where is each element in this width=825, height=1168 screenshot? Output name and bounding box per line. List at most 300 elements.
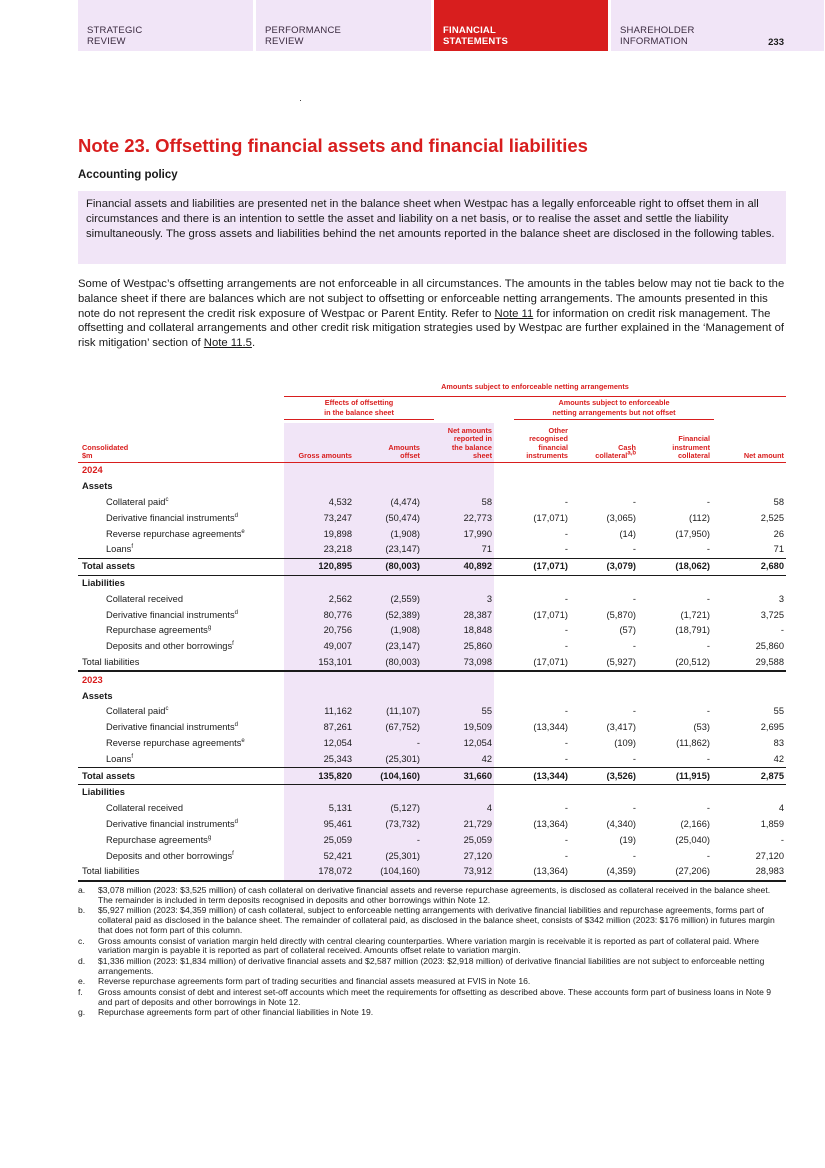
nav-tab-strategic-review[interactable] [78,0,253,51]
row-label-text: Total assets [82,561,136,572]
table-cell [570,463,638,479]
table-cell: 12,054 [284,736,354,752]
page-number: 233 [768,37,784,48]
table-cell: (2,559) [354,591,422,607]
col-header-instrument-collateral: Financial instrument collateral [638,423,712,463]
table-cell: - [632,641,636,652]
footnote-text: Gross amounts consist of debt and interest set-off accounts which meet the requirements for offsetting as described above. These accounts form part of business loans in Note 9 and part of deposits and other borrowings in Note 12. [98,987,772,1007]
table-cell: (13,364) [533,818,568,829]
table-cell: (80,003) [354,558,422,575]
table-cell [570,575,638,591]
accounting-policy-box [78,191,786,264]
col-header-net-amount: Net amount [712,423,786,463]
table-cell: (18,791) [675,625,710,636]
table-cell: 1,859 [760,818,784,829]
table-cell: 28,387 [422,607,494,623]
nav-tab-line: INFORMATION [620,36,688,47]
table-cell: 58 [773,496,784,507]
footnote-text: $3,078 million (2023: $3,525 million) of cash collateral on derivative financial assets and reverse repurchase agreements, is disclosed as collateral received in the balance sheet. The remainder is included in term deposits recognised in deposits and other borrowings within Note 12. [98,885,771,905]
table-cell [712,575,786,591]
footnote [78,886,786,905]
table-row [78,720,786,736]
year-row [78,463,786,479]
table-cell: (1,908) [354,526,422,542]
table-cell: 49,007 [284,639,354,655]
row-label-text: Collateral paid [106,496,166,507]
table-cell: - [564,625,568,636]
footnote-ref: f [232,641,234,648]
table-cell [638,463,712,479]
row-label [78,864,284,881]
footnote-letter: b. [78,905,86,916]
table-cell: (11,107) [354,704,422,720]
table-cell: - [780,625,784,636]
table-row [78,639,786,655]
table-cell [638,784,712,800]
row-label [78,784,284,800]
footnote-letter: a. [78,885,86,895]
table-cell: - [706,544,710,555]
row-label-text: Assets [82,481,113,492]
table-cell: - [706,496,710,507]
footnote [78,957,786,976]
table-cell: - [632,496,636,507]
table-cell: 3 [422,591,494,607]
row-label [78,463,284,479]
footnote-letter: g. [78,1007,86,1018]
footnote-ref: c [165,706,169,713]
row-label [78,575,284,591]
table-cell [284,463,354,479]
row-label-text: Liabilities [82,577,125,588]
row-label-text: Loans [106,753,132,764]
header-band-offsetting: Effects of offsetting in the balance sheet [284,398,434,420]
table-cell: (109) [614,737,636,748]
table-cell [422,463,494,479]
table-cell: (4,359) [570,864,638,881]
row-label [78,801,284,817]
table-cell: 2,875 [712,768,786,785]
row-label [78,832,284,848]
table-cell: (5,927) [570,655,638,672]
table-cell: - [354,736,422,752]
table-cell: 87,261 [284,720,354,736]
col-header-offset: Amounts offset [354,423,422,463]
table-cell: 73,912 [422,864,494,881]
footnote-ref: d [234,818,239,825]
table-cell: (67,752) [354,720,422,736]
table-cell: (23,147) [354,639,422,655]
table-cell: - [632,593,636,604]
row-label [78,817,284,833]
table-cell: 29,588 [712,655,786,672]
table-cell: (3,526) [570,768,638,785]
table-cell: 19,509 [422,720,494,736]
footnote-ref: f [131,753,134,760]
total-row [78,768,786,785]
table-cell: (3,065) [606,512,636,523]
table-cell: (11,862) [676,737,710,748]
table-cell [422,479,494,495]
footnote-ref: e [241,528,245,535]
table-cell [422,575,494,591]
table-cell: - [564,834,568,845]
footnote-ref: g [207,834,212,841]
footnote-ref: f [232,850,234,857]
footnote-text: Gross amounts consist of variation margin held directly with central clearing counterparties. Where variation margin is receivable it is reported as part of collateral paid. Where variation margin is payable it is reported as part of collateral received. Amounts offset relate to variation margin. [98,935,760,956]
table-cell: (17,950) [675,528,710,539]
table-cell: 40,892 [422,558,494,575]
table-cell: 55 [773,706,784,717]
row-label [78,768,284,785]
table-cell: (11,915) [638,768,712,785]
table-cell: - [632,544,636,555]
section-row [78,688,786,704]
section-row [78,479,786,495]
table-cell: (13,364) [494,864,570,881]
table-cell: (53) [693,722,710,733]
row-label [78,720,284,736]
table-row [78,495,786,511]
row-label [78,558,284,575]
row-label-text: Collateral received [106,803,183,814]
table-cell [284,671,354,688]
col-header-other-instruments: Other recognised financial instruments [494,423,570,463]
table-cell: 23,218 [284,542,354,558]
table-cell: 20,756 [284,623,354,639]
table-cell: (3,079) [570,558,638,575]
footnote [78,937,786,956]
table-cell: - [564,528,568,539]
total-row [78,558,786,575]
row-label [78,479,284,495]
nav-tab-financial-statements[interactable] [434,0,608,51]
table-cell: 25,860 [755,641,784,652]
table-cell: (80,003) [354,655,422,672]
table-cell: (19) [619,834,636,845]
table-cell: (17,071) [533,609,568,620]
year-row [78,671,786,688]
row-label-text: Reverse repurchase agreements [106,528,242,539]
row-label [78,542,284,558]
table-cell: - [706,803,710,814]
table-cell: (73,732) [354,817,422,833]
table-cell: 5,131 [284,801,354,817]
policy-text: Financial assets and liabilities are presented net in the balance sheet when Westpac has a legally enforceable right to offset them in all circumstances and there is an intention to settle the asset and liability on a net basis, or to realise the asset and settle the liability simultaneously. The gross assets and liabilities behind the net amounts reported in the balance sheet are disclosed in the following tables. [86,198,775,240]
table-cell [570,688,638,704]
table-cell: 11,162 [284,704,354,720]
table-cell: (57) [619,625,636,636]
table-cell [570,479,638,495]
row-label [78,848,284,864]
table-cell: - [632,850,636,861]
table-cell: (2,166) [680,818,710,829]
table-cell: - [706,593,710,604]
footnote-text: Reverse repurchase agreements form part of trading securities and financial assets measured at FVIS in Note 16. [98,976,531,987]
note-11-5-link[interactable]: Note 11.5 [203,337,252,350]
row-label-text: Collateral paid [106,706,166,717]
table-cell [494,688,570,704]
table-cell: (17,071) [494,558,570,575]
row-label [78,623,284,639]
header-band-not-offset: Amounts subject to enforceable netting arrangements but not offset [514,398,714,420]
table-cell [422,671,494,688]
intro-text: for information on credit risk management. The offsetting and collateral arrangements and other credit risk mitigation strategies used by Westpac are further explained in the ‘Management of risk mitigation’ section of [78,307,785,350]
table-cell: 71 [773,544,784,555]
footnote-ref: d [234,609,239,616]
table-row [78,526,786,542]
table-cell: (112) [688,512,710,523]
table-cell [494,671,570,688]
table-cell: 12,054 [422,736,494,752]
table-row [78,623,786,639]
header-band-netting: Amounts subject to enforceable netting arrangements [284,381,786,397]
row-label [78,704,284,720]
col-header-cash-label: Cash collateral [595,442,636,461]
table-cell: 28,983 [712,864,786,881]
footnote-ref: c [165,496,169,503]
col-header-consolidated: Consolidated $m [78,423,284,463]
table-cell: 3,725 [760,609,784,620]
table-cell: (4,474) [354,495,422,511]
table-cell [570,671,638,688]
total-row [78,864,786,881]
table-cell: (14) [619,528,636,539]
table-cell: 4 [422,801,494,817]
col-header-cash-collateral [570,423,638,463]
intro-text: Some of Westpac’s offsetting arrangements are not enforceable in all circumstances. The amounts in the tables below may not tie back to the balance sheet if there are balances which are not subject to offsetting or enforceable netting arrangements. The amounts presented in this note do not represent the credit risk exposure of Westpac or Parent Entity. Refer to [78,278,785,320]
row-label-text: Liabilities [82,787,125,798]
table-cell: 2,525 [760,512,784,523]
table-cell [638,688,712,704]
table-cell: 4,532 [284,495,354,511]
table-cell: (20,512) [638,655,712,672]
table-cell [712,479,786,495]
table-cell: 25,343 [284,751,354,767]
table-cell: (23,147) [354,542,422,558]
table-cell: 25,059 [422,832,494,848]
nav-tab-line: SHAREHOLDER [620,25,695,36]
table-cell: (27,206) [638,864,712,881]
table-cell: 27,120 [755,850,784,861]
table-cell [354,784,422,800]
row-label-text: Total liabilities [82,656,140,667]
table-cell [712,784,786,800]
table-cell: - [706,706,710,717]
table-cell: (52,389) [354,607,422,623]
table-row [78,591,786,607]
intro-paragraph [78,277,786,351]
footnote-letter: f. [78,987,83,998]
nav-tab-line: PERFORMANCE [265,25,342,36]
footnote-text: Repurchase agreements form part of other financial liabilities in Note 19. [98,1007,374,1018]
table-cell [354,479,422,495]
table-cell: 73,247 [284,510,354,526]
table-cell: 73,098 [422,655,494,672]
row-label-text: Loans [106,544,132,555]
table-cell [422,784,494,800]
footnote-ref: e [241,737,245,744]
row-label [78,639,284,655]
row-label [78,751,284,767]
table-cell [422,688,494,704]
row-label-text: Repurchase agreements [106,834,208,845]
note-11-link[interactable]: Note 11 [494,307,534,320]
table-row [78,848,786,864]
intro-text: . [251,337,256,350]
nav-tab-line: REVIEW [87,36,126,47]
nav-tab-shareholder-information[interactable] [611,0,824,51]
table-cell: (50,474) [354,510,422,526]
table-cell: (104,160) [354,768,422,785]
table-row [78,751,786,767]
table-header-row [78,423,786,463]
table-cell: - [706,753,710,764]
table-cell [354,671,422,688]
table-cell: (17,071) [533,512,568,523]
table-cell: (5,870) [606,609,636,620]
row-label-text: Derivative financial instruments [106,512,235,523]
table-cell: 95,461 [284,817,354,833]
row-label [78,526,284,542]
nav-tab-performance-review[interactable] [256,0,431,51]
table-cell [354,575,422,591]
table-body [78,463,786,881]
row-label [78,607,284,623]
footnote [78,1008,786,1018]
table-row [78,704,786,720]
table-cell: - [632,803,636,814]
col-header-net-reported: Net amounts reported in the balance sheet [422,423,494,463]
table-cell: 83 [773,737,784,748]
row-label-text: Deposits and other borrowings [106,641,233,652]
table-cell: 19,898 [284,526,354,542]
table-cell: (25,301) [354,848,422,864]
row-label-text: Assets [82,690,113,701]
table-cell: - [564,641,568,652]
table-cell: (25,301) [354,751,422,767]
table-cell: (104,160) [354,864,422,881]
table-cell: 2,680 [712,558,786,575]
table-cell: - [564,706,568,717]
footnotes [78,886,786,1019]
row-label-text: Reverse repurchase agreements [106,737,242,748]
table-row [78,736,786,752]
section-row [78,784,786,800]
table-cell: 80,776 [284,607,354,623]
row-label-text: 2024 [82,465,103,476]
stray-dot [300,100,301,101]
footnote-ref: g [207,625,212,632]
footnote-ref: f [131,544,134,551]
table-cell [638,575,712,591]
table-row [78,832,786,848]
table-cell: 17,990 [422,526,494,542]
table-row [78,817,786,833]
table-cell: 71 [422,542,494,558]
table-cell: 21,729 [422,817,494,833]
row-label-text: 2023 [82,674,103,685]
table-cell [284,688,354,704]
table-cell [494,479,570,495]
table-cell: (18,062) [638,558,712,575]
table-cell: (13,344) [494,768,570,785]
row-label-text: Total liabilities [82,866,140,877]
table-row [78,801,786,817]
footnote-letter: e. [78,976,86,987]
row-label [78,736,284,752]
table-cell: 25,059 [284,832,354,848]
row-label-text: Collateral received [106,593,183,604]
table-cell: 31,660 [422,768,494,785]
table-row [78,510,786,526]
table-cell: - [564,737,568,748]
table-cell [284,575,354,591]
table-cell: 178,072 [284,864,354,881]
table-cell: 42 [422,751,494,767]
table-cell: 58 [422,495,494,511]
footnote [78,977,786,987]
footnote-letter: c. [78,935,85,946]
section-row [78,575,786,591]
table-cell [494,575,570,591]
table-cell: (1,908) [354,623,422,639]
col-header-gross: Gross amounts [284,423,354,463]
row-label [78,591,284,607]
row-label [78,510,284,526]
table-cell: 120,895 [284,558,354,575]
table-cell: - [564,544,568,555]
section-nav [78,0,824,51]
table-cell: (4,340) [606,818,636,829]
nav-tab-line: FINANCIAL [443,25,496,36]
page-title: Note 23. Offsetting financial assets and financial liabilities [78,135,588,156]
total-row [78,655,786,672]
row-label-text: Derivative financial instruments [106,722,235,733]
table-cell: (17,071) [494,655,570,672]
table-cell [494,463,570,479]
row-label-text: Deposits and other borrowings [106,850,233,861]
table-cell: - [564,593,568,604]
table-cell: 52,421 [284,848,354,864]
table-cell: - [706,850,710,861]
nav-tab-line: STATEMENTS [443,36,508,47]
table-cell: (3,417) [606,722,636,733]
table-cell: 3 [778,593,784,604]
table-cell: (25,040) [675,834,710,845]
table-cell [638,671,712,688]
nav-tab-line: REVIEW [265,36,304,47]
table-cell [570,784,638,800]
table-cell [638,479,712,495]
table-row [78,542,786,558]
table-cell: (13,344) [533,722,568,733]
table-cell: 55 [422,704,494,720]
table-cell [494,784,570,800]
table-cell [284,784,354,800]
table-cell: (5,127) [354,801,422,817]
row-label [78,688,284,704]
table-cell: - [354,832,422,848]
table-cell: - [632,706,636,717]
table-cell: 135,820 [284,768,354,785]
table-cell: - [564,753,568,764]
table-cell: - [564,850,568,861]
table-cell: 2,562 [284,591,354,607]
footnote-ref: d [234,722,239,729]
footnote-ref: a,b [627,450,636,457]
table-cell: (1,721) [680,609,710,620]
